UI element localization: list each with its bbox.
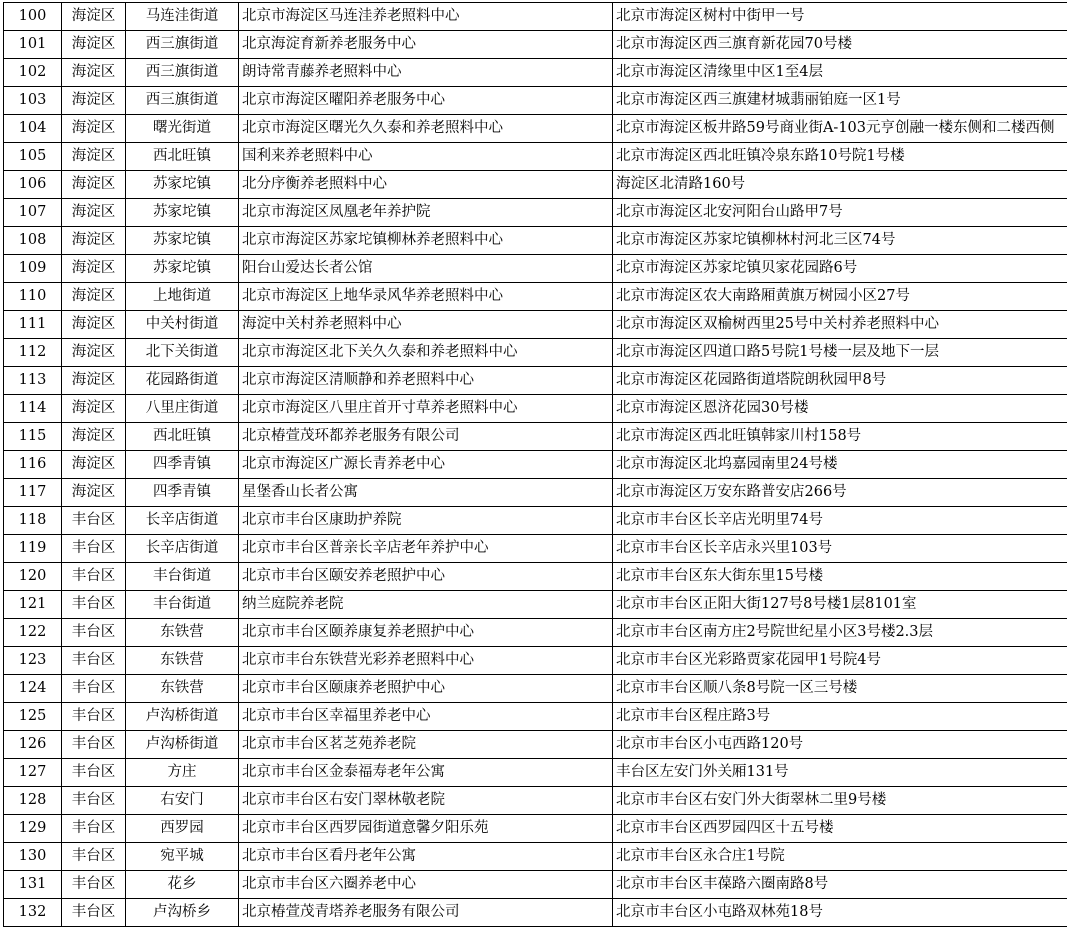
district-cell: 丰台区 (62, 787, 126, 815)
address-cell: 北京市海淀区四道口路5号院1号楼一层及地下一层 (613, 339, 1068, 367)
table-row (4, 339, 1068, 367)
address-cell: 北京市丰台区西罗园四区十五号楼 (613, 815, 1068, 843)
row-number-cell: 116 (4, 451, 62, 479)
facility-name-cell: 北京市丰台区看丹老年公寓 (239, 843, 613, 871)
address-cell: 北京市丰台区右安门外大街翠林二里9号楼 (613, 787, 1068, 815)
district-cell: 海淀区 (62, 451, 126, 479)
facility-name-cell: 星堡香山长者公寓 (239, 479, 613, 507)
elder-care-table-container (3, 2, 1067, 928)
street-cell: 卢沟桥街道 (126, 731, 239, 759)
district-cell: 丰台区 (62, 871, 126, 899)
row-number-cell: 122 (4, 619, 62, 647)
street-cell: 曙光街道 (126, 115, 239, 143)
row-number-cell: 107 (4, 199, 62, 227)
row-number-cell: 131 (4, 871, 62, 899)
street-cell: 宛平城 (126, 843, 239, 871)
address-cell: 北京市海淀区苏家坨镇柳林村河北三区74号 (613, 227, 1068, 255)
facility-name-cell: 北京市丰台区颐安养老照护中心 (239, 563, 613, 591)
district-cell: 海淀区 (62, 395, 126, 423)
address-cell: 北京市海淀区北安河阳台山路甲7号 (613, 199, 1068, 227)
facility-name-cell: 北京海淀育新养老服务中心 (239, 31, 613, 59)
row-number-cell: 126 (4, 731, 62, 759)
district-cell: 海淀区 (62, 31, 126, 59)
district-cell: 海淀区 (62, 171, 126, 199)
table-row (4, 227, 1068, 255)
row-number-cell: 108 (4, 227, 62, 255)
address-cell: 北京市海淀区清缘里中区1至4层 (613, 59, 1068, 87)
district-cell: 海淀区 (62, 283, 126, 311)
address-cell: 北京市丰台区永合庄1号院 (613, 843, 1068, 871)
facility-name-cell: 北京市海淀区广源长青养老中心 (239, 451, 613, 479)
table-row (4, 899, 1068, 927)
facility-name-cell: 北京市丰台区西罗园街道意馨夕阳乐苑 (239, 815, 613, 843)
row-number-cell: 113 (4, 367, 62, 395)
street-cell: 西三旗街道 (126, 31, 239, 59)
table-row (4, 479, 1068, 507)
table-row (4, 647, 1068, 675)
address-cell: 海淀区北清路160号 (613, 171, 1068, 199)
street-cell: 西罗园 (126, 815, 239, 843)
street-cell: 西三旗街道 (126, 87, 239, 115)
facility-name-cell: 国利来养老照料中心 (239, 143, 613, 171)
table-row (4, 3, 1068, 31)
facility-name-cell: 北京市海淀区北下关久久泰和养老照料中心 (239, 339, 613, 367)
address-cell: 北京市丰台区小屯西路120号 (613, 731, 1068, 759)
address-cell: 北京市丰台区长辛店永兴里103号 (613, 535, 1068, 563)
address-cell: 北京市海淀区苏家坨镇贝家花园路6号 (613, 255, 1068, 283)
facility-name-cell: 北京市丰台区康助护养院 (239, 507, 613, 535)
table-row (4, 59, 1068, 87)
address-cell: 北京市丰台区东大街东里15号楼 (613, 563, 1068, 591)
row-number-cell: 111 (4, 311, 62, 339)
district-cell: 丰台区 (62, 759, 126, 787)
address-cell: 北京市丰台区长辛店光明里74号 (613, 507, 1068, 535)
address-cell: 北京市海淀区农大南路厢黄旗万树园小区27号 (613, 283, 1068, 311)
address-cell: 北京市海淀区西三旗建材城翡丽铂庭一区1号 (613, 87, 1068, 115)
street-cell: 丰台街道 (126, 591, 239, 619)
district-cell: 海淀区 (62, 479, 126, 507)
street-cell: 花乡 (126, 871, 239, 899)
facility-name-cell: 北分序衡养老照料中心 (239, 171, 613, 199)
district-cell: 丰台区 (62, 563, 126, 591)
facility-name-cell: 北京市海淀区八里庄首开寸草养老照料中心 (239, 395, 613, 423)
facility-name-cell: 北京市丰台区金泰福寿老年公寓 (239, 759, 613, 787)
table-row (4, 199, 1068, 227)
street-cell: 东铁营 (126, 675, 239, 703)
facility-name-cell: 北京市海淀区马连洼养老照料中心 (239, 3, 613, 31)
row-number-cell: 118 (4, 507, 62, 535)
address-cell: 北京市丰台区程庄路3号 (613, 703, 1068, 731)
facility-name-cell: 北京椿萱茂环都养老服务有限公司 (239, 423, 613, 451)
row-number-cell: 115 (4, 423, 62, 451)
address-cell: 北京市海淀区万安东路普安店266号 (613, 479, 1068, 507)
district-cell: 海淀区 (62, 59, 126, 87)
table-row (4, 703, 1068, 731)
row-number-cell: 117 (4, 479, 62, 507)
street-cell: 苏家坨镇 (126, 171, 239, 199)
facility-name-cell: 北京市海淀区上地华录风华养老照料中心 (239, 283, 613, 311)
address-cell: 北京市海淀区双榆树西里25号中关村养老照料中心 (613, 311, 1068, 339)
elder-care-facilities-table (3, 2, 1067, 927)
table-row (4, 115, 1068, 143)
facility-name-cell: 北京市丰台区颐养康复养老照护中心 (239, 619, 613, 647)
district-cell: 海淀区 (62, 87, 126, 115)
row-number-cell: 101 (4, 31, 62, 59)
street-cell: 花园路街道 (126, 367, 239, 395)
facility-name-cell: 北京市丰台区六圈养老中心 (239, 871, 613, 899)
street-cell: 四季青镇 (126, 479, 239, 507)
facility-name-cell: 北京市海淀区凤凰老年养护院 (239, 199, 613, 227)
address-cell: 北京市海淀区北坞嘉园南里24号楼 (613, 451, 1068, 479)
district-cell: 丰台区 (62, 675, 126, 703)
table-row (4, 395, 1068, 423)
district-cell: 海淀区 (62, 423, 126, 451)
district-cell: 丰台区 (62, 591, 126, 619)
facility-name-cell: 朗诗常青藤养老照料中心 (239, 59, 613, 87)
row-number-cell: 121 (4, 591, 62, 619)
street-cell: 长辛店街道 (126, 535, 239, 563)
street-cell: 上地街道 (126, 283, 239, 311)
street-cell: 四季青镇 (126, 451, 239, 479)
table-row (4, 843, 1068, 871)
table-row (4, 283, 1068, 311)
street-cell: 八里庄街道 (126, 395, 239, 423)
street-cell: 苏家坨镇 (126, 227, 239, 255)
street-cell: 马连洼街道 (126, 3, 239, 31)
district-cell: 丰台区 (62, 619, 126, 647)
facility-name-cell: 北京市丰台区普亲长辛店老年养护中心 (239, 535, 613, 563)
row-number-cell: 100 (4, 3, 62, 31)
address-cell: 北京市丰台区正阳大街127号8号楼1层8101室 (613, 591, 1068, 619)
district-cell: 海淀区 (62, 227, 126, 255)
street-cell: 西北旺镇 (126, 423, 239, 451)
street-cell: 卢沟桥街道 (126, 703, 239, 731)
street-cell: 苏家坨镇 (126, 255, 239, 283)
table-row (4, 535, 1068, 563)
facility-name-cell: 纳兰庭院养老院 (239, 591, 613, 619)
district-cell: 海淀区 (62, 255, 126, 283)
table-row (4, 759, 1068, 787)
street-cell: 东铁营 (126, 619, 239, 647)
address-cell: 北京市海淀区板井路59号商业街A-103元亨创融一楼东侧和二楼西侧 (613, 115, 1068, 143)
row-number-cell: 128 (4, 787, 62, 815)
street-cell: 长辛店街道 (126, 507, 239, 535)
table-row (4, 311, 1068, 339)
street-cell: 北下关街道 (126, 339, 239, 367)
row-number-cell: 103 (4, 87, 62, 115)
row-number-cell: 129 (4, 815, 62, 843)
facility-name-cell: 北京市海淀区曜阳养老服务中心 (239, 87, 613, 115)
street-cell: 苏家坨镇 (126, 199, 239, 227)
table-row (4, 31, 1068, 59)
street-cell: 右安门 (126, 787, 239, 815)
street-cell: 丰台街道 (126, 563, 239, 591)
table-row (4, 815, 1068, 843)
street-cell: 东铁营 (126, 647, 239, 675)
district-cell: 丰台区 (62, 507, 126, 535)
row-number-cell: 125 (4, 703, 62, 731)
district-cell: 海淀区 (62, 339, 126, 367)
address-cell: 北京市丰台区丰葆路六圈南路8号 (613, 871, 1068, 899)
district-cell: 海淀区 (62, 311, 126, 339)
table-row (4, 255, 1068, 283)
district-cell: 丰台区 (62, 899, 126, 927)
district-cell: 海淀区 (62, 367, 126, 395)
address-cell: 北京市丰台区小屯路双林苑18号 (613, 899, 1068, 927)
address-cell: 北京市海淀区西北旺镇韩家川村158号 (613, 423, 1068, 451)
address-cell: 北京市海淀区恩济花园30号楼 (613, 395, 1068, 423)
street-cell: 卢沟桥乡 (126, 899, 239, 927)
address-cell: 北京市海淀区花园路街道塔院朗秋园甲8号 (613, 367, 1068, 395)
table-row (4, 871, 1068, 899)
table-body (4, 3, 1068, 927)
table-row (4, 507, 1068, 535)
row-number-cell: 102 (4, 59, 62, 87)
address-cell: 北京市丰台区顺八条8号院一区三号楼 (613, 675, 1068, 703)
district-cell: 丰台区 (62, 703, 126, 731)
district-cell: 海淀区 (62, 143, 126, 171)
address-cell: 北京市海淀区西北旺镇冷泉东路10号院1号楼 (613, 143, 1068, 171)
street-cell: 西三旗街道 (126, 59, 239, 87)
row-number-cell: 124 (4, 675, 62, 703)
street-cell: 中关村街道 (126, 311, 239, 339)
district-cell: 海淀区 (62, 199, 126, 227)
facility-name-cell: 海淀中关村养老照料中心 (239, 311, 613, 339)
district-cell: 海淀区 (62, 115, 126, 143)
table-row (4, 171, 1068, 199)
street-cell: 西北旺镇 (126, 143, 239, 171)
facility-name-cell: 北京市丰台区颐康养老照护中心 (239, 675, 613, 703)
facility-name-cell: 北京椿萱茂青塔养老服务有限公司 (239, 899, 613, 927)
address-cell: 丰台区左安门外关厢131号 (613, 759, 1068, 787)
row-number-cell: 127 (4, 759, 62, 787)
district-cell: 丰台区 (62, 731, 126, 759)
facility-name-cell: 北京市海淀区清顺静和养老照料中心 (239, 367, 613, 395)
row-number-cell: 123 (4, 647, 62, 675)
facility-name-cell: 北京市丰台区右安门翠林敬老院 (239, 787, 613, 815)
table-row (4, 675, 1068, 703)
table-row (4, 367, 1068, 395)
street-cell: 方庄 (126, 759, 239, 787)
district-cell: 丰台区 (62, 535, 126, 563)
row-number-cell: 106 (4, 171, 62, 199)
row-number-cell: 104 (4, 115, 62, 143)
address-cell: 北京市丰台区光彩路贾家花园甲1号院4号 (613, 647, 1068, 675)
row-number-cell: 110 (4, 283, 62, 311)
address-cell: 北京市丰台区南方庄2号院世纪星小区3号楼2.3层 (613, 619, 1068, 647)
address-cell: 北京市海淀区树村中街甲一号 (613, 3, 1068, 31)
district-cell: 丰台区 (62, 647, 126, 675)
facility-name-cell: 北京市丰台区茗芝苑养老院 (239, 731, 613, 759)
address-cell: 北京市海淀区西三旗育新花园70号楼 (613, 31, 1068, 59)
facility-name-cell: 北京市海淀区苏家坨镇柳林养老照料中心 (239, 227, 613, 255)
row-number-cell: 109 (4, 255, 62, 283)
row-number-cell: 105 (4, 143, 62, 171)
district-cell: 丰台区 (62, 815, 126, 843)
table-row (4, 143, 1068, 171)
row-number-cell: 120 (4, 563, 62, 591)
facility-name-cell: 北京市丰台东铁营光彩养老照料中心 (239, 647, 613, 675)
table-row (4, 787, 1068, 815)
table-row (4, 451, 1068, 479)
facility-name-cell: 北京市丰台区幸福里养老中心 (239, 703, 613, 731)
row-number-cell: 130 (4, 843, 62, 871)
table-row (4, 563, 1068, 591)
table-row (4, 591, 1068, 619)
table-row (4, 619, 1068, 647)
table-row (4, 731, 1068, 759)
row-number-cell: 119 (4, 535, 62, 563)
district-cell: 海淀区 (62, 3, 126, 31)
row-number-cell: 112 (4, 339, 62, 367)
facility-name-cell: 阳台山爱达长者公馆 (239, 255, 613, 283)
row-number-cell: 132 (4, 899, 62, 927)
table-row (4, 87, 1068, 115)
row-number-cell: 114 (4, 395, 62, 423)
facility-name-cell: 北京市海淀区曙光久久泰和养老照料中心 (239, 115, 613, 143)
district-cell: 丰台区 (62, 843, 126, 871)
table-row (4, 423, 1068, 451)
